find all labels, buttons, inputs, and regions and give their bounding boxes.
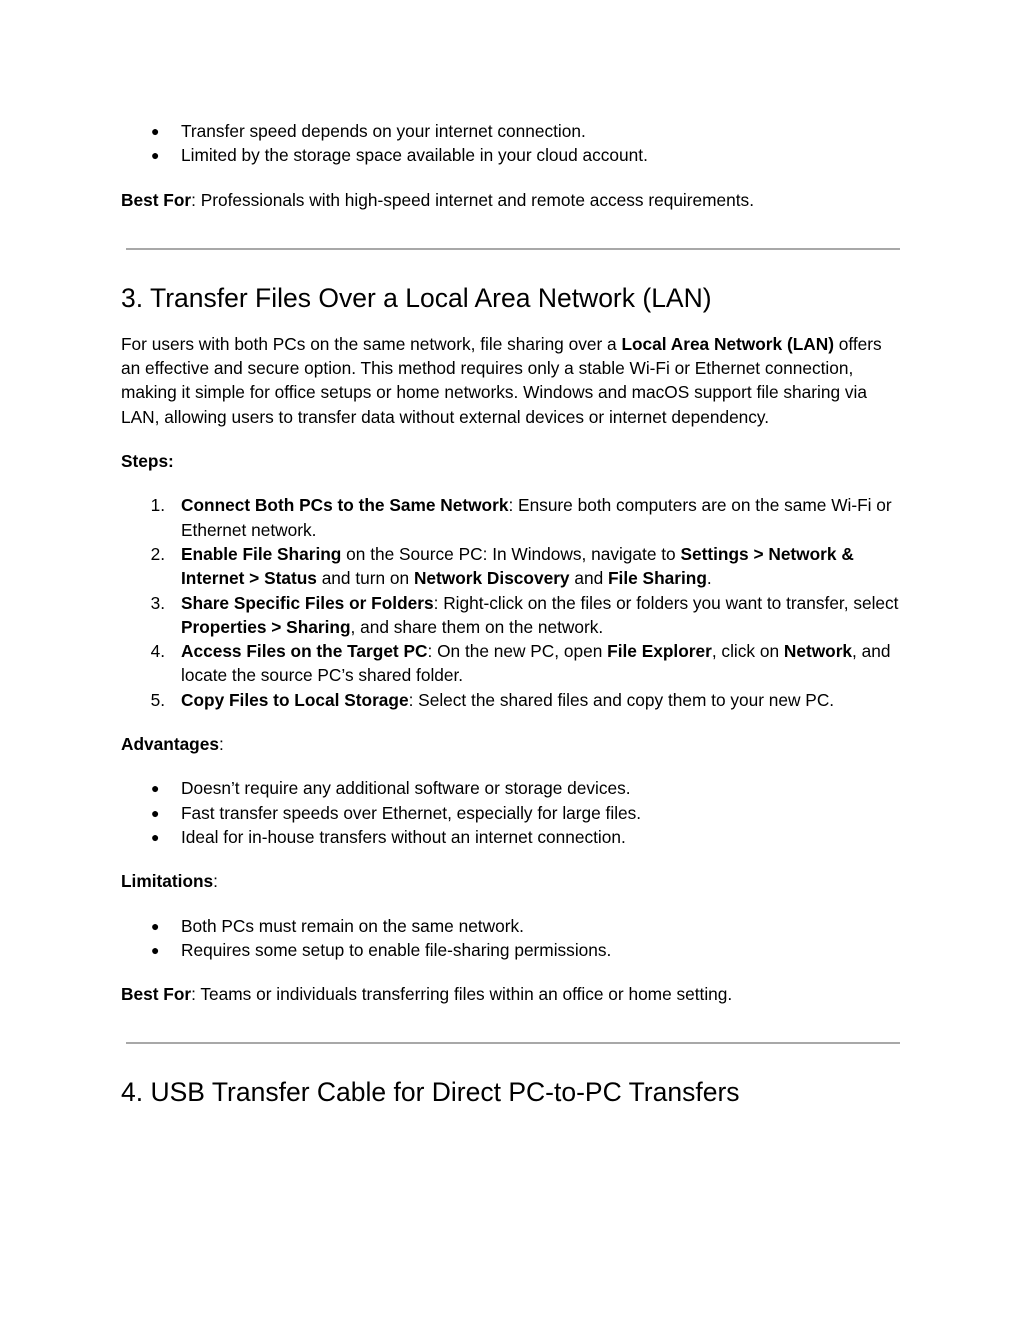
- list-item: 1. Connect Both PCs to the Same Network: Ensure both computers are on the same Wi-Fi or Ethernet network.: [150, 495, 892, 540]
- steps-label: Steps:: [121, 451, 174, 472]
- list-item: 2. Enable File Sharing on the Source PC: In Windows, navigate to Settings > Network & Internet > Status and turn on Network Discovery and File Sharing.: [150, 543, 854, 589]
- document-content: [121, 119, 901, 1108]
- section-heading-usb: 4. USB Transfer Cable for Direct PC-to-PC Transfers: [121, 1077, 740, 1108]
- bullet-icon: ●: [151, 123, 160, 139]
- lan-advantages-list: [121, 776, 901, 849]
- section-divider: [126, 1042, 900, 1044]
- list-item: ● Requires some setup to enable file-sharing permissions.: [121, 938, 901, 962]
- cloud-limitations-list: [121, 119, 901, 168]
- list-item: 3. Share Specific Files or Folders: Right-click on the files or folders you want to transfer, select Properties > Sharing, and share them on the network.: [150, 592, 899, 637]
- lan-best-for: Best For: Teams or individuals transferring files within an office or home setting.: [121, 984, 733, 1005]
- list-item: 5. Copy Files to Local Storage: Select the shared files and copy them to your new PC.: [150, 689, 835, 710]
- bullet-icon: ●: [151, 917, 160, 934]
- lan-steps-list: [121, 493, 901, 712]
- list-item: ● Fast transfer speeds over Ethernet, especially for large files.: [121, 801, 901, 825]
- cloud-best-for: Best For: Professionals with high-speed internet and remote access requirements.: [121, 189, 754, 210]
- list-item: ● Both PCs must remain on the same network.: [121, 914, 901, 938]
- section-divider: [126, 248, 900, 250]
- list-item: ● Ideal for in-house transfers without an internet connection.: [121, 825, 901, 849]
- list-item: ● Transfer speed depends on your internet connection.: [121, 119, 901, 143]
- bullet-icon: ●: [151, 941, 160, 958]
- list-item: ● Limited by the storage space available in your cloud account.: [121, 143, 901, 167]
- bullet-icon: ●: [151, 804, 160, 821]
- list-item: 4. Access Files on the Target PC: On the new PC, open File Explorer, click on Network, and locate the source PC’s shared folder.: [150, 641, 891, 686]
- bullet-icon: ●: [151, 780, 160, 797]
- limitations-label: Limitations:: [121, 871, 218, 892]
- advantages-label: Advantages:: [121, 734, 224, 755]
- lan-intro-paragraph: For users with both PCs on the same network, file sharing over a Local Area Network (LAN) offers an effective and secure option. This method requires only a stable Wi-Fi or Ethernet connection, making it simple for office setups or home networks. Windows and macOS support file sharing via LAN, allowing users to transfer data without external devices or internet dependency.: [121, 333, 882, 427]
- section-heading-lan: 3. Transfer Files Over a Local Area Network (LAN): [121, 282, 712, 313]
- lan-limitations-list: [121, 914, 901, 963]
- bullet-icon: ●: [151, 147, 160, 164]
- list-item: ● Doesn’t require any additional software or storage devices.: [121, 776, 901, 800]
- bullet-icon: ●: [151, 828, 160, 845]
